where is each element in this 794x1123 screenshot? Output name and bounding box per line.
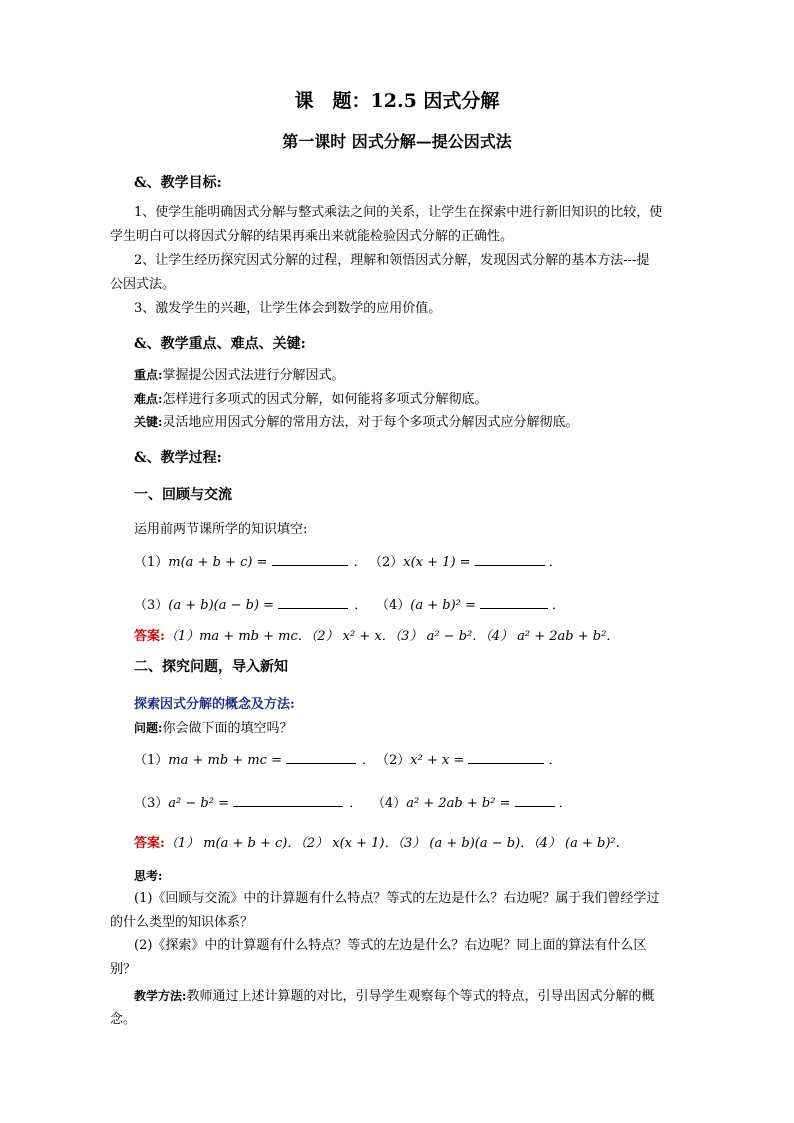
review-q1-period: ． [353,555,367,570]
review-answer [134,628,619,646]
review-q4-expression: (a + b)² = [410,598,476,613]
explore-question-4 [372,794,572,813]
explore-q2-number: （2） [376,753,411,768]
review-q1-expression: m(a + b + c) = [168,555,268,570]
review-answer-text: （1）ma + mb + mc．（2） x² + x．（3） a² − b²．（4） a² + 2ab + b²． [164,629,620,644]
key-point [134,413,578,432]
goal-line-3: 2、让学生经历探究因式分解的过程，理解和领悟因式分解，发现因式分解的基本方法---提 [134,253,650,268]
method-label: 教学方法: [134,989,187,1003]
review-q2-number: （2） [369,555,404,570]
important-point [134,366,344,385]
difficult-point [134,390,487,409]
review-q3-blank[interactable] [278,596,348,609]
think-question-1b: 的什么类型的知识体系？ [110,915,254,930]
explore-answer [134,835,620,853]
explore-answer-label: 答案: [134,836,165,851]
explore-q1-period: ． [362,753,376,768]
explore-q1-number: （1） [134,753,169,768]
think-question-2a: (2)《探索》中的计算题有什么特点？等式的左边是什么？右边呢？同上面的算法有什么区 [134,938,647,953]
explore-q1-expression: ma + mb + mc = [168,753,282,768]
difficult-text: 怎样进行多项式的因式分解，如何能将多项式分解彻底。 [162,392,488,407]
review-q4-number: （4） [376,598,411,613]
goal-line-1: 1、使学生能明确因式分解与整式乘法之间的关系，让学生在探索中进行新旧知识的比较，使 [134,205,663,220]
review-question-3 [134,596,367,615]
keys-heading: &、教学重点、难点、关键: [134,336,306,352]
method-line-2: 念。 [110,1012,137,1027]
review-q3-number: （3） [134,598,169,613]
goals-heading: &、教学目标: [134,175,222,191]
explore-question [134,719,292,738]
review-question-4 [376,596,565,615]
goal-line-4: 公因式法。 [110,277,176,292]
explore-subheading: 探索因式分解的概念及方法: [134,697,295,712]
review-q3-expression: (a + b)(a − b) = [168,598,275,613]
explore-q2-blank[interactable] [468,751,544,764]
method-text-1: 教师通过上述计算题的对比，引导学生观察每个等式的特点，引导出因式分解的概 [186,989,655,1004]
review-q1-number: （1） [134,555,169,570]
review-q1-blank[interactable] [272,553,348,566]
goal-line-2: 学生明白可以将因式分解的结果再乘出来就能检验因式分解的正确性。 [110,229,514,244]
explore-question-2 [376,751,562,770]
review-q2-period: ． [548,555,562,570]
process-heading: &、教学过程: [134,450,222,466]
important-text: 掌握提公因式法进行分解因式。 [162,368,345,383]
explore-q4-period: ． [558,796,572,811]
key-label: 关键: [134,415,163,429]
important-label: 重点: [134,368,163,382]
method-line-1 [134,987,654,1006]
review-q3-period: ． [354,598,368,613]
explore-question-3 [134,794,362,813]
difficult-label: 难点: [134,392,163,406]
explore-q4-blank[interactable] [515,794,555,807]
explore-q2-period: ． [548,753,562,768]
explore-q1-blank[interactable] [286,751,356,764]
explore-heading: 二、探究问题，导入新知 [134,659,288,675]
review-q4-blank[interactable] [480,596,548,609]
review-q4-period: ． [552,598,566,613]
question-text: 你会做下面的填空吗？ [162,721,293,736]
think-question-2b: 别？ [110,962,137,977]
review-heading: 一、回顾与交流 [134,487,232,503]
explore-q4-expression: a² + 2ab + b² = [406,796,511,811]
review-answer-label: 答案: [134,629,165,644]
key-text: 灵活地应用因式分解的常用方法，对于每个多项式分解因式应分解彻底。 [162,415,579,430]
explore-q3-period: ． [349,796,363,811]
review-question-2 [369,553,562,572]
explore-question-1 [134,751,375,770]
review-q2-expression: x(x + 1) = [403,555,471,570]
explore-q3-blank[interactable] [233,794,343,807]
review-question-1 [134,553,367,572]
page-subtitle: 第一课时 因式分解—提公因式法 [282,132,512,151]
explore-q4-number: （4） [372,796,407,811]
think-label: 思考: [134,869,163,883]
explore-q3-number: （3） [134,796,169,811]
think-question-1a: (1)《回顾与交流》中的计算题有什么特点？等式的左边是什么？右边呢？属于我们曾经学过 [134,891,660,906]
review-q2-blank[interactable] [475,553,545,566]
explore-q2-expression: x² + x = [410,753,465,768]
question-label: 问题: [134,721,163,735]
explore-q3-expression: a² − b² = [168,796,229,811]
goal-line-5: 3、激发学生的兴趣，让学生体会到数学的应用价值。 [134,301,442,316]
explore-answer-text: （1） m(a + b + c)．（2） x(x + 1)．（3） (a + b)(a − b)．（4） (a + b)². [164,836,620,851]
review-intro: 运用前两节课所学的知识填空: [134,522,308,537]
page-title: 课 题：12.5 因式分解 [294,90,500,112]
